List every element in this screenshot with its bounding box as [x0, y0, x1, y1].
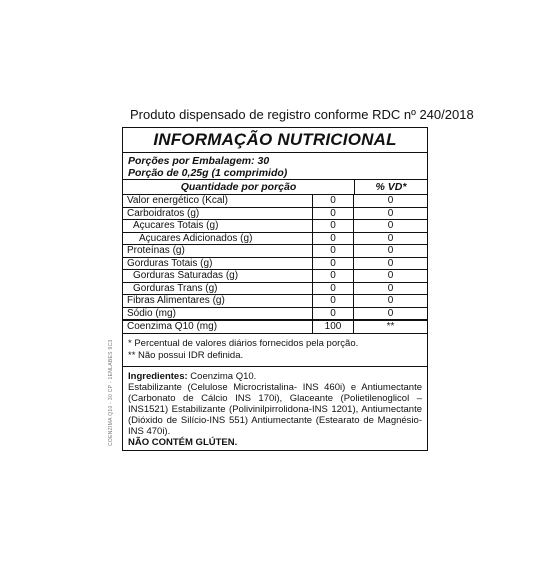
gluten-statement: NÃO CONTÉM GLÚTEN.: [128, 437, 238, 448]
nutrient-name: Açucares Totais (g): [123, 220, 313, 232]
nutrient-vd: 0: [387, 207, 394, 219]
nutrient-name: Gorduras Totais (g): [123, 258, 313, 270]
ingredients-first-line: [128, 371, 422, 382]
serving-size: Porção de 0,25g (1 comprimido): [128, 167, 288, 179]
table-row: [123, 270, 427, 283]
nutrient-qty: 0: [313, 283, 354, 295]
nutrient-vd: 0: [387, 270, 394, 281]
nutrient-vd: 0: [387, 232, 394, 244]
nutrient-vd: 0: [387, 245, 394, 256]
nutrient-name: Coenzima Q10 (mg): [123, 321, 313, 333]
nutrient-name: Gorduras Saturadas (g): [123, 270, 313, 282]
nutrient-vd: 0: [387, 195, 394, 206]
side-product-code: COENZIMA Q10 - 30 CP - 1ENLABES 9C3: [108, 339, 114, 446]
panel-title: INFORMAÇÃO NUTRICIONAL: [123, 128, 427, 153]
column-quantity-header: Quantidade por porção: [123, 180, 355, 194]
nutrient-vd: 0: [387, 295, 394, 306]
nutrient-qty: 0: [313, 208, 354, 220]
nutrient-qty: 0: [313, 245, 354, 257]
nutrient-vd: **: [386, 321, 395, 332]
nutrient-qty: 0: [313, 308, 354, 320]
nutrient-name: Carboidratos (g): [123, 208, 313, 220]
footnote-idr: ** Não possui IDR definida.: [128, 350, 244, 361]
nutrient-qty: 0: [313, 295, 354, 307]
table-row: [123, 295, 427, 308]
table-row: [123, 208, 427, 221]
nutrient-qty: 0: [313, 258, 354, 270]
table-row: [123, 258, 427, 271]
nutrient-vd: 0: [387, 282, 394, 294]
nutrient-name: Fibras Alimentares (g): [123, 295, 313, 307]
ingredients-block: [123, 367, 427, 448]
nutrient-qty: 0: [313, 270, 354, 282]
nutrient-qty: 100: [313, 321, 354, 333]
nutrient-name: Sódio (mg): [123, 308, 313, 320]
ingredients-label: Ingredientes:: [128, 371, 188, 382]
nutrient-vd: 0: [387, 307, 394, 319]
footnotes: [123, 334, 427, 367]
nutrient-name: Valor energético (Kcal): [123, 195, 313, 207]
table-row: [123, 283, 427, 296]
nutrient-qty: 0: [313, 195, 354, 207]
serving-info: [123, 153, 427, 180]
nutrient-qty: 0: [313, 220, 354, 232]
nutrient-name: Açucares Adicionados (g): [123, 233, 313, 245]
nutrient-name: Proteínas (g): [123, 245, 313, 257]
table-header: [123, 180, 427, 195]
nutrient-vd: 0: [387, 257, 394, 269]
ingredients-body: Estabilizante (Celulose Microcristalina- INS 460i) e Antiumectante (Carbonato de Cálcio INS 170i), Glaceante (Polietilenoglicol – INS1521) Estabilizante (Polivinilpirrolidona-INS 1201), Antiumectante (Dióxido de Silício-INS 551) Antiumectante (Estearato de Magnésio-INS 470i).: [128, 382, 422, 437]
table-row: [123, 195, 427, 208]
servings-per-package: Porções por Embalagem: 30: [128, 155, 270, 167]
nutrient-rows: [123, 195, 427, 334]
table-row: [123, 233, 427, 246]
nutrient-vd: 0: [387, 220, 394, 231]
table-row: [123, 308, 427, 322]
ingredients-main: Coenzima Q10.: [187, 371, 257, 382]
registration-note: Produto dispensado de registro conforme RDC nº 240/2018: [130, 107, 474, 122]
coenzyme-row: [123, 321, 427, 334]
nutrition-facts-panel: [122, 127, 428, 451]
nutrient-name: Gorduras Trans (g): [123, 283, 313, 295]
footnote-vd: * Percentual de valores diários fornecidos pela porção.: [128, 338, 359, 349]
nutrient-qty: 0: [313, 233, 354, 245]
column-vd-header: % VD*: [375, 181, 407, 193]
table-row: [123, 245, 427, 258]
table-row: [123, 220, 427, 233]
